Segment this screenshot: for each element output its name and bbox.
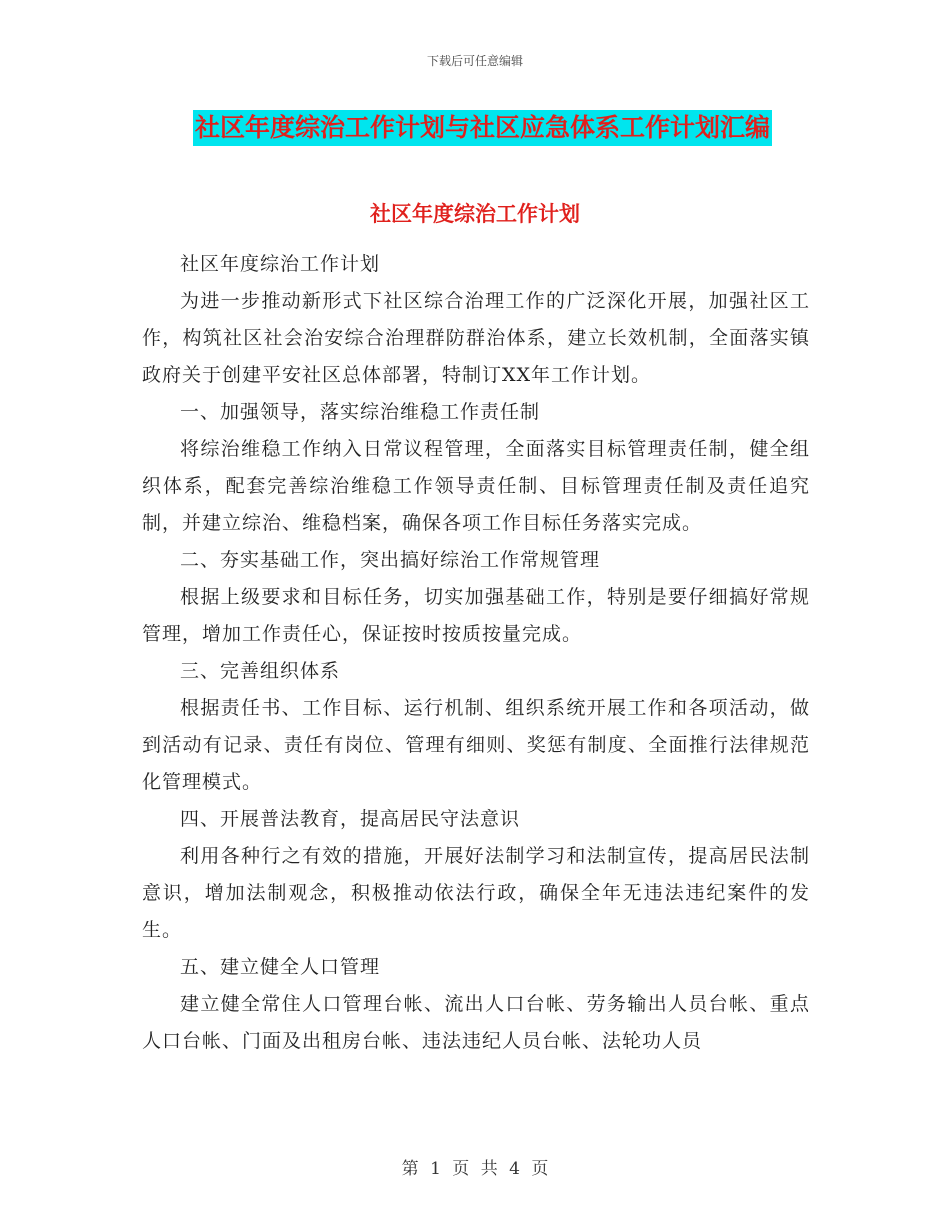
- paragraph: 建立健全常住人口管理台帐、流出人口台帐、劳务输出人员台帐、重点人口台帐、门面及出租房台帐、违法违纪人员台帐、法轮功人员: [142, 993, 810, 1052]
- section-heading: 五、建立健全人口管理: [180, 956, 381, 978]
- paragraph: 利用各种行之有效的措施，开展好法制学习和法制宣传，提高居民法制意识，增加法制观念，积极推动依法行政，确保全年无违法违纪案件的发生。: [142, 845, 810, 941]
- section-heading: 一、加强领导，落实综治维稳工作责任制: [180, 401, 541, 423]
- document-main-title: 社区年度综治工作计划与社区应急体系工作计划汇编: [193, 110, 772, 146]
- paragraph: 根据上级要求和目标任务，切实加强基础工作，特别是要仔细搞好常规管理，增加工作责任心，保证按时按质按量完成。: [142, 586, 810, 645]
- paragraph: 根据责任书、工作目标、运行机制、组织系统开展工作和各项活动，做到活动有记录、责任有岗位、管理有细则、奖惩有制度、全面推行法律规范化管理模式。: [142, 697, 810, 793]
- page-header-note: 下载后可任意编辑: [426, 54, 523, 68]
- paragraph: 将综治维稳工作纳入日常议程管理，全面落实目标管理责任制，健全组织体系，配套完善综治维稳工作领导责任制、目标管理责任制及责任追究制，并建立综治、维稳档案，确保各项工作目标任务落实完成。: [142, 438, 810, 534]
- document-body: [142, 246, 810, 1060]
- paragraph: 社区年度综治工作计划: [180, 253, 381, 275]
- section-heading: 二、夯实基础工作，突出搞好综治工作常规管理: [180, 549, 601, 571]
- section-title: 社区年度综治工作计划: [370, 201, 580, 226]
- page-number-footer: 第 1 页 共 4 页: [401, 1159, 549, 1179]
- paragraph: 为进一步推动新形式下社区综合治理工作的广泛深化开展，加强社区工作，构筑社区社会治安综合治理群防群治体系，建立长效机制，全面落实镇政府关于创建平安社区总体部署，特制订XX年工作计划。: [142, 290, 810, 386]
- section-heading: 三、完善组织体系: [180, 660, 341, 682]
- section-heading: 四、开展普法教育，提高居民守法意识: [180, 808, 521, 830]
